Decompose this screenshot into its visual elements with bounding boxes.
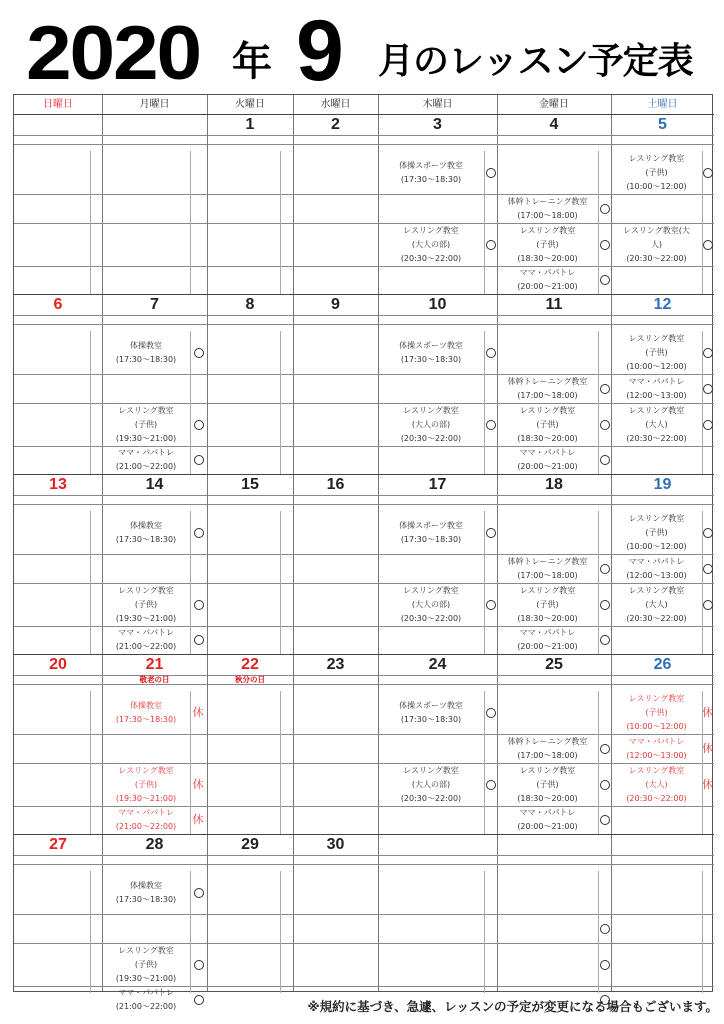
day-number: 24 — [428, 656, 447, 673]
event-text: (17:00～18:00) — [517, 210, 578, 220]
circle-mark-icon — [600, 600, 610, 610]
event-text: レスリング教室 — [118, 585, 174, 595]
event-text: レスリング教室 — [118, 765, 174, 775]
event-entry — [611, 332, 702, 374]
event-text: (21:00～22:00) — [115, 1002, 177, 1011]
day-number: 23 — [326, 656, 345, 673]
holiday-label: 敬老の日 — [139, 675, 170, 684]
event-entry — [378, 764, 484, 806]
circle-mark-icon — [600, 240, 610, 250]
mark-column-divider — [280, 511, 281, 654]
event-text: 体操スポーツ教室 — [399, 700, 463, 710]
event-text: (10:00～12:00) — [626, 181, 687, 191]
event-entry — [497, 584, 598, 626]
title-year: 2020 — [26, 11, 200, 96]
event-text: (20:30～22:00) — [626, 433, 687, 443]
event-text: (17:00～18:00) — [517, 570, 578, 580]
circle-mark-icon — [600, 455, 610, 465]
event-text: (17:30～18:30) — [115, 894, 177, 904]
event-text: (21:00～22:00) — [115, 462, 177, 471]
event-text: 体操教室 — [130, 700, 162, 710]
event-text: ママ・パパトレ — [628, 736, 685, 746]
event-text: (大人の部) — [411, 239, 451, 249]
event-entry — [378, 339, 484, 367]
circle-mark-icon — [194, 420, 204, 430]
event-text: ママ・パパトレ — [519, 268, 576, 277]
title-month: 9 — [296, 3, 344, 99]
event-text: (大人) — [645, 599, 668, 609]
event-entry — [611, 555, 702, 583]
circle-mark-icon — [703, 600, 713, 610]
event-text: (17:30～18:30) — [400, 354, 462, 364]
event-text: (20:00～21:00) — [517, 282, 578, 291]
mark-column-divider — [702, 871, 703, 993]
event-text: ママ・パパトレ — [118, 988, 174, 997]
circle-mark-icon — [600, 960, 610, 970]
event-text: (20:30～22:00) — [626, 253, 687, 263]
slot-divider — [14, 734, 714, 735]
circle-mark-icon — [486, 708, 496, 718]
event-entry — [497, 626, 598, 654]
event-entry — [497, 266, 598, 294]
day-number: 3 — [433, 116, 442, 133]
event-text: レスリング教室 — [628, 693, 685, 703]
event-text: (子供) — [536, 599, 559, 609]
circle-mark-icon — [194, 528, 204, 538]
event-entry — [378, 519, 484, 547]
event-text: ママ・パパトレ — [628, 376, 685, 386]
day-number: 21 — [145, 656, 164, 673]
circle-mark-icon — [486, 528, 496, 538]
event-text: レスリング教室 — [403, 585, 459, 595]
mark-column-divider — [598, 151, 599, 294]
day-number: 15 — [241, 476, 259, 493]
mark-column-divider — [90, 151, 91, 294]
circle-mark-icon — [703, 528, 713, 538]
circle-mark-icon — [600, 564, 610, 574]
event-text: (21:00～22:00) — [115, 642, 177, 651]
mark-column-divider — [598, 511, 599, 654]
title-year-unit: 年 — [232, 39, 272, 85]
event-text: (12:00～13:00) — [626, 570, 687, 580]
day-number: 30 — [326, 836, 345, 853]
row-divider — [14, 315, 714, 316]
day-number: 29 — [241, 836, 259, 853]
event-text: 体幹トレーニング教室 — [507, 556, 588, 566]
event-entry — [611, 404, 702, 446]
mark-column-divider — [484, 511, 485, 654]
event-text: (子供) — [536, 419, 559, 429]
day-number: 2 — [331, 116, 340, 133]
event-entry — [497, 555, 598, 583]
circle-mark-icon — [703, 420, 713, 430]
title-text: 月のレッスン予定表 — [378, 41, 693, 82]
event-text: 人) — [650, 239, 663, 249]
circle-mark-icon — [600, 420, 610, 430]
mark-column-divider — [598, 331, 599, 474]
weekday-sunday: 日曜日 — [43, 99, 73, 110]
mark-column-divider — [484, 151, 485, 294]
event-text: レスリング教室 — [628, 585, 685, 595]
event-text: (10:00～12:00) — [626, 721, 687, 731]
event-text: (19:30～21:00) — [115, 793, 177, 803]
event-entry — [611, 152, 702, 194]
event-text: (18:30～20:00) — [517, 793, 578, 803]
event-entry — [611, 512, 702, 554]
mark-column-divider — [598, 871, 599, 993]
event-entry — [102, 446, 190, 474]
event-text: レスリング教室 — [403, 765, 459, 775]
event-text: (大人の部) — [411, 599, 451, 609]
slot-divider — [14, 374, 714, 375]
event-text: (17:00～18:00) — [517, 390, 578, 400]
event-text: 体操教室 — [130, 520, 162, 530]
circle-mark-icon — [600, 275, 610, 285]
event-text: 体操教室 — [130, 880, 162, 890]
event-text: (12:00～13:00) — [626, 750, 687, 760]
event-text: レスリング教室 — [519, 225, 576, 235]
event-text: レスリング教室 — [628, 153, 685, 163]
event-text: (18:30～20:00) — [517, 433, 578, 443]
event-entry — [378, 224, 484, 266]
event-text: (20:00～21:00) — [517, 462, 578, 471]
event-text: (17:30～18:30) — [400, 174, 462, 184]
cancelled-mark: 休 — [702, 777, 713, 791]
event-text: 体操スポーツ教室 — [399, 160, 463, 170]
mark-column-divider — [484, 871, 485, 993]
circle-mark-icon — [703, 240, 713, 250]
day-number: 25 — [545, 656, 563, 673]
event-text: ママ・パパトレ — [118, 628, 174, 637]
event-text: レスリング教室 — [628, 333, 685, 343]
day-number: 6 — [53, 296, 63, 313]
slot-divider — [14, 266, 714, 267]
event-entry — [497, 195, 598, 223]
row-divider — [14, 504, 714, 505]
mark-column-divider — [190, 871, 191, 993]
event-text: (20:30～22:00) — [400, 613, 462, 623]
mark-column-divider — [280, 691, 281, 834]
circle-mark-icon — [486, 168, 496, 178]
weekday-friday: 金曜日 — [539, 99, 569, 110]
event-entry — [378, 159, 484, 187]
event-text: (10:00～12:00) — [626, 541, 687, 551]
row-divider — [14, 135, 714, 136]
mark-column-divider — [484, 331, 485, 474]
day-number: 16 — [326, 476, 345, 493]
event-entry — [497, 764, 598, 806]
event-text: (18:30～20:00) — [517, 613, 578, 623]
event-text: (20:00～21:00) — [517, 822, 578, 831]
event-text: (子供) — [645, 527, 668, 537]
event-text: (子供) — [645, 707, 668, 717]
mark-column-divider — [190, 151, 191, 294]
event-text: 体操スポーツ教室 — [399, 340, 463, 350]
circle-mark-icon — [486, 780, 496, 790]
event-text: ママ・パパトレ — [519, 628, 576, 637]
event-text: (20:00～21:00) — [517, 642, 578, 651]
day-number: 4 — [549, 116, 559, 133]
weekday-tuesday: 火曜日 — [235, 99, 265, 110]
slot-divider — [14, 194, 714, 195]
event-entry — [102, 584, 190, 626]
day-number: 20 — [49, 656, 67, 673]
circle-mark-icon — [486, 600, 496, 610]
event-entry — [611, 224, 702, 266]
row-divider — [14, 495, 714, 496]
event-text: (18:30～20:00) — [517, 253, 578, 263]
event-text: レスリング教室(大 — [623, 225, 690, 235]
event-text: ママ・パパトレ — [519, 448, 576, 457]
mark-column-divider — [90, 871, 91, 993]
circle-mark-icon — [600, 780, 610, 790]
circle-mark-icon — [703, 348, 713, 358]
day-number: 14 — [145, 476, 164, 493]
event-text: (子供) — [645, 167, 668, 177]
event-text: (17:00～18:00) — [517, 750, 578, 760]
event-entry — [497, 806, 598, 834]
event-text: レスリング教室 — [628, 513, 685, 523]
event-text: ママ・パパトレ — [628, 556, 685, 566]
event-text: (大人の部) — [411, 419, 451, 429]
event-text: レスリング教室 — [403, 405, 459, 415]
day-number: 1 — [245, 116, 255, 133]
event-text: レスリング教室 — [118, 405, 174, 415]
event-entry — [102, 764, 190, 806]
cancelled-mark: 休 — [702, 705, 713, 719]
event-text: (17:30～18:30) — [115, 354, 177, 364]
circle-mark-icon — [600, 744, 610, 754]
weekday-saturday: 土曜日 — [647, 99, 678, 110]
day-number: 27 — [49, 836, 67, 853]
mark-column-divider — [280, 871, 281, 993]
event-text: レスリング教室 — [403, 225, 459, 235]
row-divider — [14, 144, 714, 145]
event-text: (子供) — [134, 959, 158, 969]
event-entry — [497, 735, 598, 763]
day-number: 5 — [658, 116, 667, 133]
cancelled-mark: 休 — [192, 705, 204, 719]
weekday-monday: 月曜日 — [139, 99, 170, 110]
event-text: (19:30～21:00) — [115, 613, 177, 623]
event-text: (21:00～22:00) — [115, 822, 177, 831]
event-entry — [378, 584, 484, 626]
mark-column-divider — [484, 691, 485, 834]
event-text: 体操スポーツ教室 — [399, 520, 463, 530]
cancelled-mark: 休 — [192, 813, 204, 826]
column-divider — [293, 95, 294, 991]
cancelled-mark: 休 — [192, 777, 204, 791]
event-text: レスリング教室 — [628, 405, 685, 415]
row-divider — [14, 684, 714, 685]
slot-divider — [14, 223, 714, 224]
event-entry — [497, 404, 598, 446]
event-text: (17:30～18:30) — [400, 714, 462, 724]
mark-column-divider — [190, 691, 191, 834]
circle-mark-icon — [600, 204, 610, 214]
circle-mark-icon — [486, 420, 496, 430]
event-text: 体幹トレーニング教室 — [507, 736, 588, 746]
event-text: ママ・パパトレ — [519, 808, 576, 817]
circle-mark-icon — [703, 384, 713, 394]
event-text: (17:30～18:30) — [115, 534, 177, 544]
circle-mark-icon — [194, 600, 204, 610]
cancelled-mark: 休 — [702, 741, 713, 755]
row-divider — [14, 864, 714, 865]
event-text: (大人) — [645, 779, 668, 789]
day-number: 17 — [428, 476, 447, 493]
circle-mark-icon — [600, 384, 610, 394]
event-entry — [611, 764, 702, 806]
mark-column-divider — [190, 511, 191, 654]
page-title — [0, 0, 724, 99]
day-number: 10 — [428, 296, 447, 313]
event-text: レスリング教室 — [519, 765, 576, 775]
mark-column-divider — [280, 331, 281, 474]
day-number: 12 — [653, 296, 672, 313]
column-divider — [207, 95, 208, 991]
circle-mark-icon — [486, 240, 496, 250]
circle-mark-icon — [703, 168, 713, 178]
event-text: (17:30～18:30) — [115, 714, 177, 724]
event-text: (子供) — [536, 779, 559, 789]
event-entry — [102, 699, 190, 727]
event-entry — [102, 879, 190, 907]
event-text: (19:30～21:00) — [115, 973, 177, 983]
event-text: レスリング教室 — [519, 405, 576, 415]
event-entry — [497, 446, 598, 474]
event-text: (20:30～22:00) — [626, 613, 687, 623]
event-entry — [611, 584, 702, 626]
circle-mark-icon — [194, 995, 204, 1005]
event-entry — [102, 626, 190, 654]
event-text: レスリング教室 — [519, 585, 576, 595]
event-entry — [497, 375, 598, 403]
event-entry — [611, 735, 702, 763]
holiday-label: 秋分の日 — [235, 675, 265, 684]
event-entry — [102, 339, 190, 367]
circle-mark-icon — [194, 888, 204, 898]
event-entry — [378, 404, 484, 446]
weekday-thursday: 木曜日 — [422, 99, 453, 110]
circle-mark-icon — [194, 635, 204, 645]
slot-divider — [14, 554, 714, 555]
event-text: (子供) — [536, 239, 559, 249]
row-divider — [14, 324, 714, 325]
mark-column-divider — [190, 331, 191, 474]
mark-column-divider — [90, 331, 91, 474]
event-text: レスリング教室 — [118, 945, 174, 955]
day-number: 13 — [49, 476, 67, 493]
event-entry — [102, 944, 190, 986]
event-text: (20:30～22:00) — [400, 793, 462, 803]
event-text: (子供) — [134, 419, 158, 429]
event-entry — [611, 692, 702, 734]
event-text: 体幹トレーニング教室 — [507, 196, 588, 206]
event-text: (子供) — [134, 779, 158, 789]
event-text: (20:30～22:00) — [400, 253, 462, 263]
event-text: (17:30～18:30) — [400, 534, 462, 544]
event-text: (19:30～21:00) — [115, 433, 177, 443]
event-text: 体操教室 — [130, 340, 162, 350]
day-number: 11 — [545, 296, 563, 313]
circle-mark-icon — [600, 815, 610, 825]
day-number: 26 — [653, 656, 672, 673]
circle-mark-icon — [600, 924, 610, 934]
day-number: 18 — [545, 476, 563, 493]
event-text: レスリング教室 — [628, 765, 685, 775]
weekday-wednesday: 水曜日 — [320, 99, 351, 110]
event-text: (20:30～22:00) — [626, 793, 687, 803]
event-text: (20:30～22:00) — [400, 433, 462, 443]
event-text: (12:00～13:00) — [626, 390, 687, 400]
slot-divider — [14, 914, 714, 915]
footer-note: ※規約に基づき、急遽、レッスンの予定が変更になる場合もございます。 — [307, 999, 718, 1014]
event-text: ママ・パパトレ — [118, 448, 174, 457]
event-text: ママ・パパトレ — [118, 808, 174, 817]
circle-mark-icon — [194, 348, 204, 358]
day-number: 8 — [245, 296, 255, 313]
day-number: 22 — [241, 656, 259, 673]
circle-mark-icon — [703, 564, 713, 574]
mark-column-divider — [90, 511, 91, 654]
row-divider — [14, 855, 714, 856]
event-entry — [102, 986, 190, 1014]
circle-mark-icon — [194, 960, 204, 970]
event-entry — [497, 224, 598, 266]
event-text: 体幹トレーニング教室 — [507, 376, 588, 386]
event-text: (大人の部) — [411, 779, 451, 789]
event-entry — [102, 806, 190, 834]
mark-column-divider — [90, 691, 91, 834]
day-number: 9 — [331, 296, 340, 313]
day-number: 7 — [150, 296, 159, 313]
event-entry — [102, 404, 190, 446]
event-text: (10:00～12:00) — [626, 361, 687, 371]
day-number: 19 — [653, 476, 672, 493]
event-text: (大人) — [645, 419, 668, 429]
event-entry — [102, 519, 190, 547]
day-number: 28 — [145, 836, 164, 853]
mark-column-divider — [280, 151, 281, 294]
event-entry — [378, 699, 484, 727]
circle-mark-icon — [486, 348, 496, 358]
event-text: (子供) — [645, 347, 668, 357]
event-text: (子供) — [134, 599, 158, 609]
event-entry — [611, 375, 702, 403]
circle-mark-icon — [600, 635, 610, 645]
mark-column-divider — [598, 691, 599, 834]
circle-mark-icon — [194, 455, 204, 465]
